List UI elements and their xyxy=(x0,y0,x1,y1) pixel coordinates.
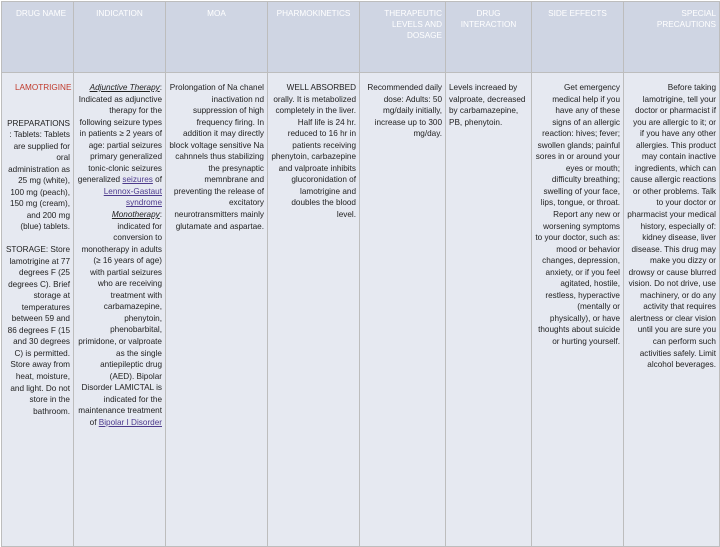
header-side-effects: SIDE EFFECTS xyxy=(532,2,624,73)
bipolar-text: Bipolar Disorder LAMICTAL is indicated for the maintenance treatment xyxy=(78,371,162,416)
lgs-of-text: of xyxy=(152,175,162,185)
header-drug-interaction: DRUG INTERACTION xyxy=(446,2,532,73)
storage-heading: STORAGE: xyxy=(5,245,49,255)
side-effects-cell: Get emergency medical help if you have any of these signs of an allergic reaction: hives; fever; swollen glands; painful sores in or around your eyes or mouth; difficulty breathing; swelling of your face, lips, tongue, or throat. Report any new or worsening symptoms to your doctor, such as: mood or behavior changes, depression, anxiety, or if you feel agitated, hostile, restless, hyperactive (mentally or physically), or have thoughts about suicide or hurting yourself. xyxy=(532,73,624,547)
moa-cell: Prolongation of Na chanel inactivation nd suppression of high frequency firing. In addition it may directly block voltage sensitive Na cahnnels thus stabilizing the presynaptic memnbrane and preventing the release of excitatory neurotransmitters mainly glutamate and aspartae. xyxy=(166,73,268,547)
table-row xyxy=(2,73,720,547)
adjunctive-label: Adjunctive Therapy xyxy=(89,83,160,92)
monotherapy-text: : indicated for conversion to monotherapy in adults (≥ 16 years of age) with partial seizures who are receiving treatment with carbamazepine, phenytoin, phenobarbital, primidone, or valproate as the single antiepileptic drug (AED). xyxy=(78,210,162,381)
therapeutic-cell: Recommended daily dose: Adults: 50 mg/daily initially, increase up to 300 mg/day. xyxy=(360,73,446,547)
bipolar-of-text: of xyxy=(89,417,99,427)
interaction-cell: Levels increaed by valproate, decreased by carbamazepine, PB, phenytoin. xyxy=(446,73,532,547)
header-special-precautions: SPECIAL PRECAUTIONS xyxy=(624,2,720,73)
header-indication: INDICATION xyxy=(74,2,166,73)
drug-info-table xyxy=(1,1,720,547)
header-drug-name: DRUG NAME xyxy=(2,2,74,73)
preparations-text: Tablets: Tablets are supplied for oral administration as 25 mg (white), 100 mg (peach), 150 mg (cream), and 200 mg (blue) tablets. xyxy=(8,130,70,232)
header-pharmacokinetics: PHARMOKINETICS xyxy=(268,2,360,73)
header-therapeutic-levels: THERAPEUTIC LEVELS AND DOSAGE xyxy=(360,2,446,73)
precautions-cell: Before taking lamotrigine, tell your doctor or pharmacist if you are allergic to it; or if you have any other allergies. This product may contain inactive ingredients, which can cause allergic reactions or other problems. Talk to your doctor or pharmacist your medical history, especially of: kidney disease, liver disease. This drug may make you dizzy or drowsy or cause blurred vision. Do not drive, use machinery, or do any activity that requires alertness or clear vision until you are sure you can perform such activities safely. Limit alcohol beverages. xyxy=(624,73,720,547)
monotherapy-label: Monotherapy xyxy=(111,210,160,220)
lennox-gastaut-link[interactable]: Lennox-Gastaut syndrome xyxy=(103,186,162,208)
seizures-link[interactable]: seizures xyxy=(122,175,153,185)
header-row xyxy=(2,2,720,73)
indication-cell xyxy=(74,73,166,547)
adjunctive-text: : Indicated as adjunctive therapy for the following seizure types in patients ≥ 2 years of age: partial seizures primary generalized tonic-clonic seizures generalized xyxy=(77,83,162,185)
preparations-heading: PREPARATIONS : xyxy=(7,118,70,140)
pharmacokinetics-cell: WELL ABSORBED orally. It is metabolized completely in the liver. Half life is 24 hr. reduced to 16 hr in patients receiving phenytoin, carbazepine and valproate inhibits glucoronidation of lamotrigine and doubles the blood level. xyxy=(268,73,360,547)
storage-text: Store lamotrigine at 77 degrees F (25 degrees C). Brief storage at temperatures between 59 and 86 degrees F (15 and 30 degrees C) is permitted. Store away from heat, moisture, and light. Do not store in the bathroom. xyxy=(7,245,70,416)
drug-name-cell xyxy=(2,73,74,547)
drug-name: LAMOTRIGINE xyxy=(15,83,72,92)
bipolar-link[interactable]: Bipolar I Disorder xyxy=(98,417,162,427)
header-moa: MOA xyxy=(166,2,268,73)
